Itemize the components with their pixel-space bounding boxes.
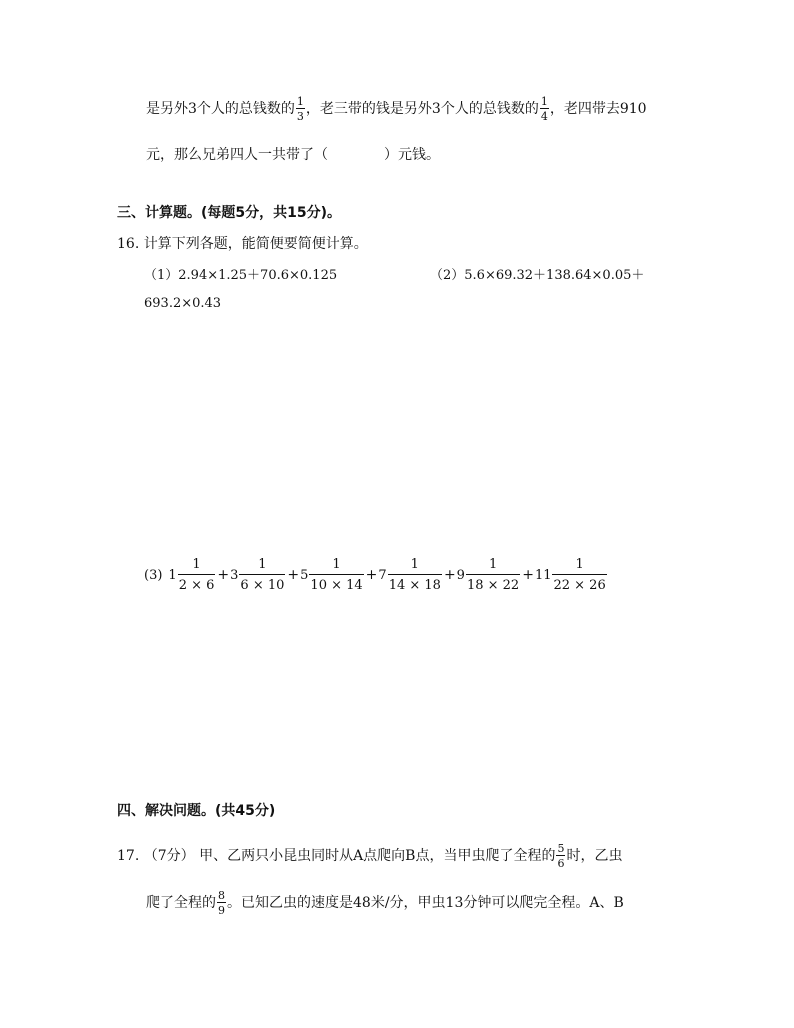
fraction-denominator: 22 × 26 <box>553 578 606 593</box>
problem15-line1 <box>146 96 647 122</box>
problem15-text-c: ，老四带去910 <box>549 101 647 117</box>
fraction-numerator: 8 <box>218 889 225 902</box>
fraction-denominator: 2 × 6 <box>178 578 215 593</box>
fraction-eight-ninths <box>217 890 226 916</box>
fraction-numerator: 1 <box>178 558 216 575</box>
question16-part1: （1）2.94×1.25＋70.6×0.125 <box>144 268 338 283</box>
plus-sign: + <box>443 567 456 583</box>
fraction-denominator: 3 <box>296 110 304 123</box>
mixed-number-fraction <box>466 558 520 592</box>
mixed-number-whole: 1 <box>168 567 177 583</box>
plus-sign: + <box>217 567 230 583</box>
mixed-number-fraction <box>388 558 442 592</box>
fraction-five-sixths <box>556 843 565 869</box>
mixed-number-whole: 11 <box>534 567 552 583</box>
fraction-numerator: 1 <box>540 95 548 108</box>
question16-prompt: 16. 计算下列各题，能简便要简便计算。 <box>117 236 368 252</box>
question17-line1 <box>117 843 622 869</box>
mixed-number-whole: 5 <box>300 567 309 583</box>
fraction-numerator: 1 <box>466 558 520 575</box>
fraction-denominator: 14 × 18 <box>388 578 441 593</box>
fraction-denominator: 6 × 10 <box>240 578 285 593</box>
fraction-one-third <box>296 96 305 122</box>
mixed-number-whole: 7 <box>378 567 387 583</box>
plus-sign: + <box>365 567 378 583</box>
question17-text-b: 时，乙虫 <box>566 848 623 864</box>
fraction-numerator: 5 <box>557 842 565 855</box>
question17-text-a: 17. （7分） 甲、乙两只小昆虫同时从A点爬向B点，当甲虫爬了全程的 <box>117 848 556 864</box>
mixed-number-fraction <box>239 558 285 592</box>
fraction-denominator: 18 × 22 <box>466 578 520 593</box>
fraction-numerator: 1 <box>388 558 442 575</box>
mixed-number-fraction <box>552 558 606 592</box>
plus-sign: + <box>287 567 300 583</box>
problem15-text-b: ，老三带的钱是另外3个人的总钱数的 <box>305 101 539 117</box>
mixed-number-whole: 3 <box>230 567 239 583</box>
fraction-one-quarter <box>540 96 549 122</box>
fraction-numerator: 1 <box>296 95 304 108</box>
plus-sign: + <box>522 567 534 583</box>
question17-line2 <box>146 890 624 916</box>
question16-part2-cont: 693.2×0.43 <box>144 296 222 311</box>
fraction-denominator: 6 <box>557 857 565 870</box>
section4-heading: 四、解决问题。(共45分) <box>117 803 276 819</box>
fraction-numerator: 1 <box>309 558 363 575</box>
fraction-denominator: 10 × 14 <box>310 578 363 593</box>
problem15-text-a: 是另外3个人的总钱数的 <box>146 101 295 117</box>
fraction-numerator: 1 <box>552 558 606 575</box>
question16-part2: （2）5.6×69.32＋138.64×0.05＋ <box>430 268 645 283</box>
fraction-denominator: 9 <box>218 904 225 917</box>
part3-label: (3) <box>144 567 163 583</box>
fraction-denominator: 4 <box>540 110 548 123</box>
question16-part3 <box>144 558 608 592</box>
section3-heading: 三、计算题。(每题5分，共15分)。 <box>117 205 342 221</box>
mixed-number-whole: 9 <box>456 567 465 583</box>
question17-text-c: 爬了全程的 <box>146 895 216 911</box>
question17-text-d: 。已知乙虫的速度是48米/分，甲虫13分钟可以爬完全程。A、B <box>227 895 624 911</box>
problem15-line2: 元，那么兄弟四人一共带了（ ）元钱。 <box>146 147 440 163</box>
mixed-number-fraction <box>309 558 363 592</box>
mixed-number-fraction <box>178 558 216 592</box>
fraction-numerator: 1 <box>239 558 285 575</box>
